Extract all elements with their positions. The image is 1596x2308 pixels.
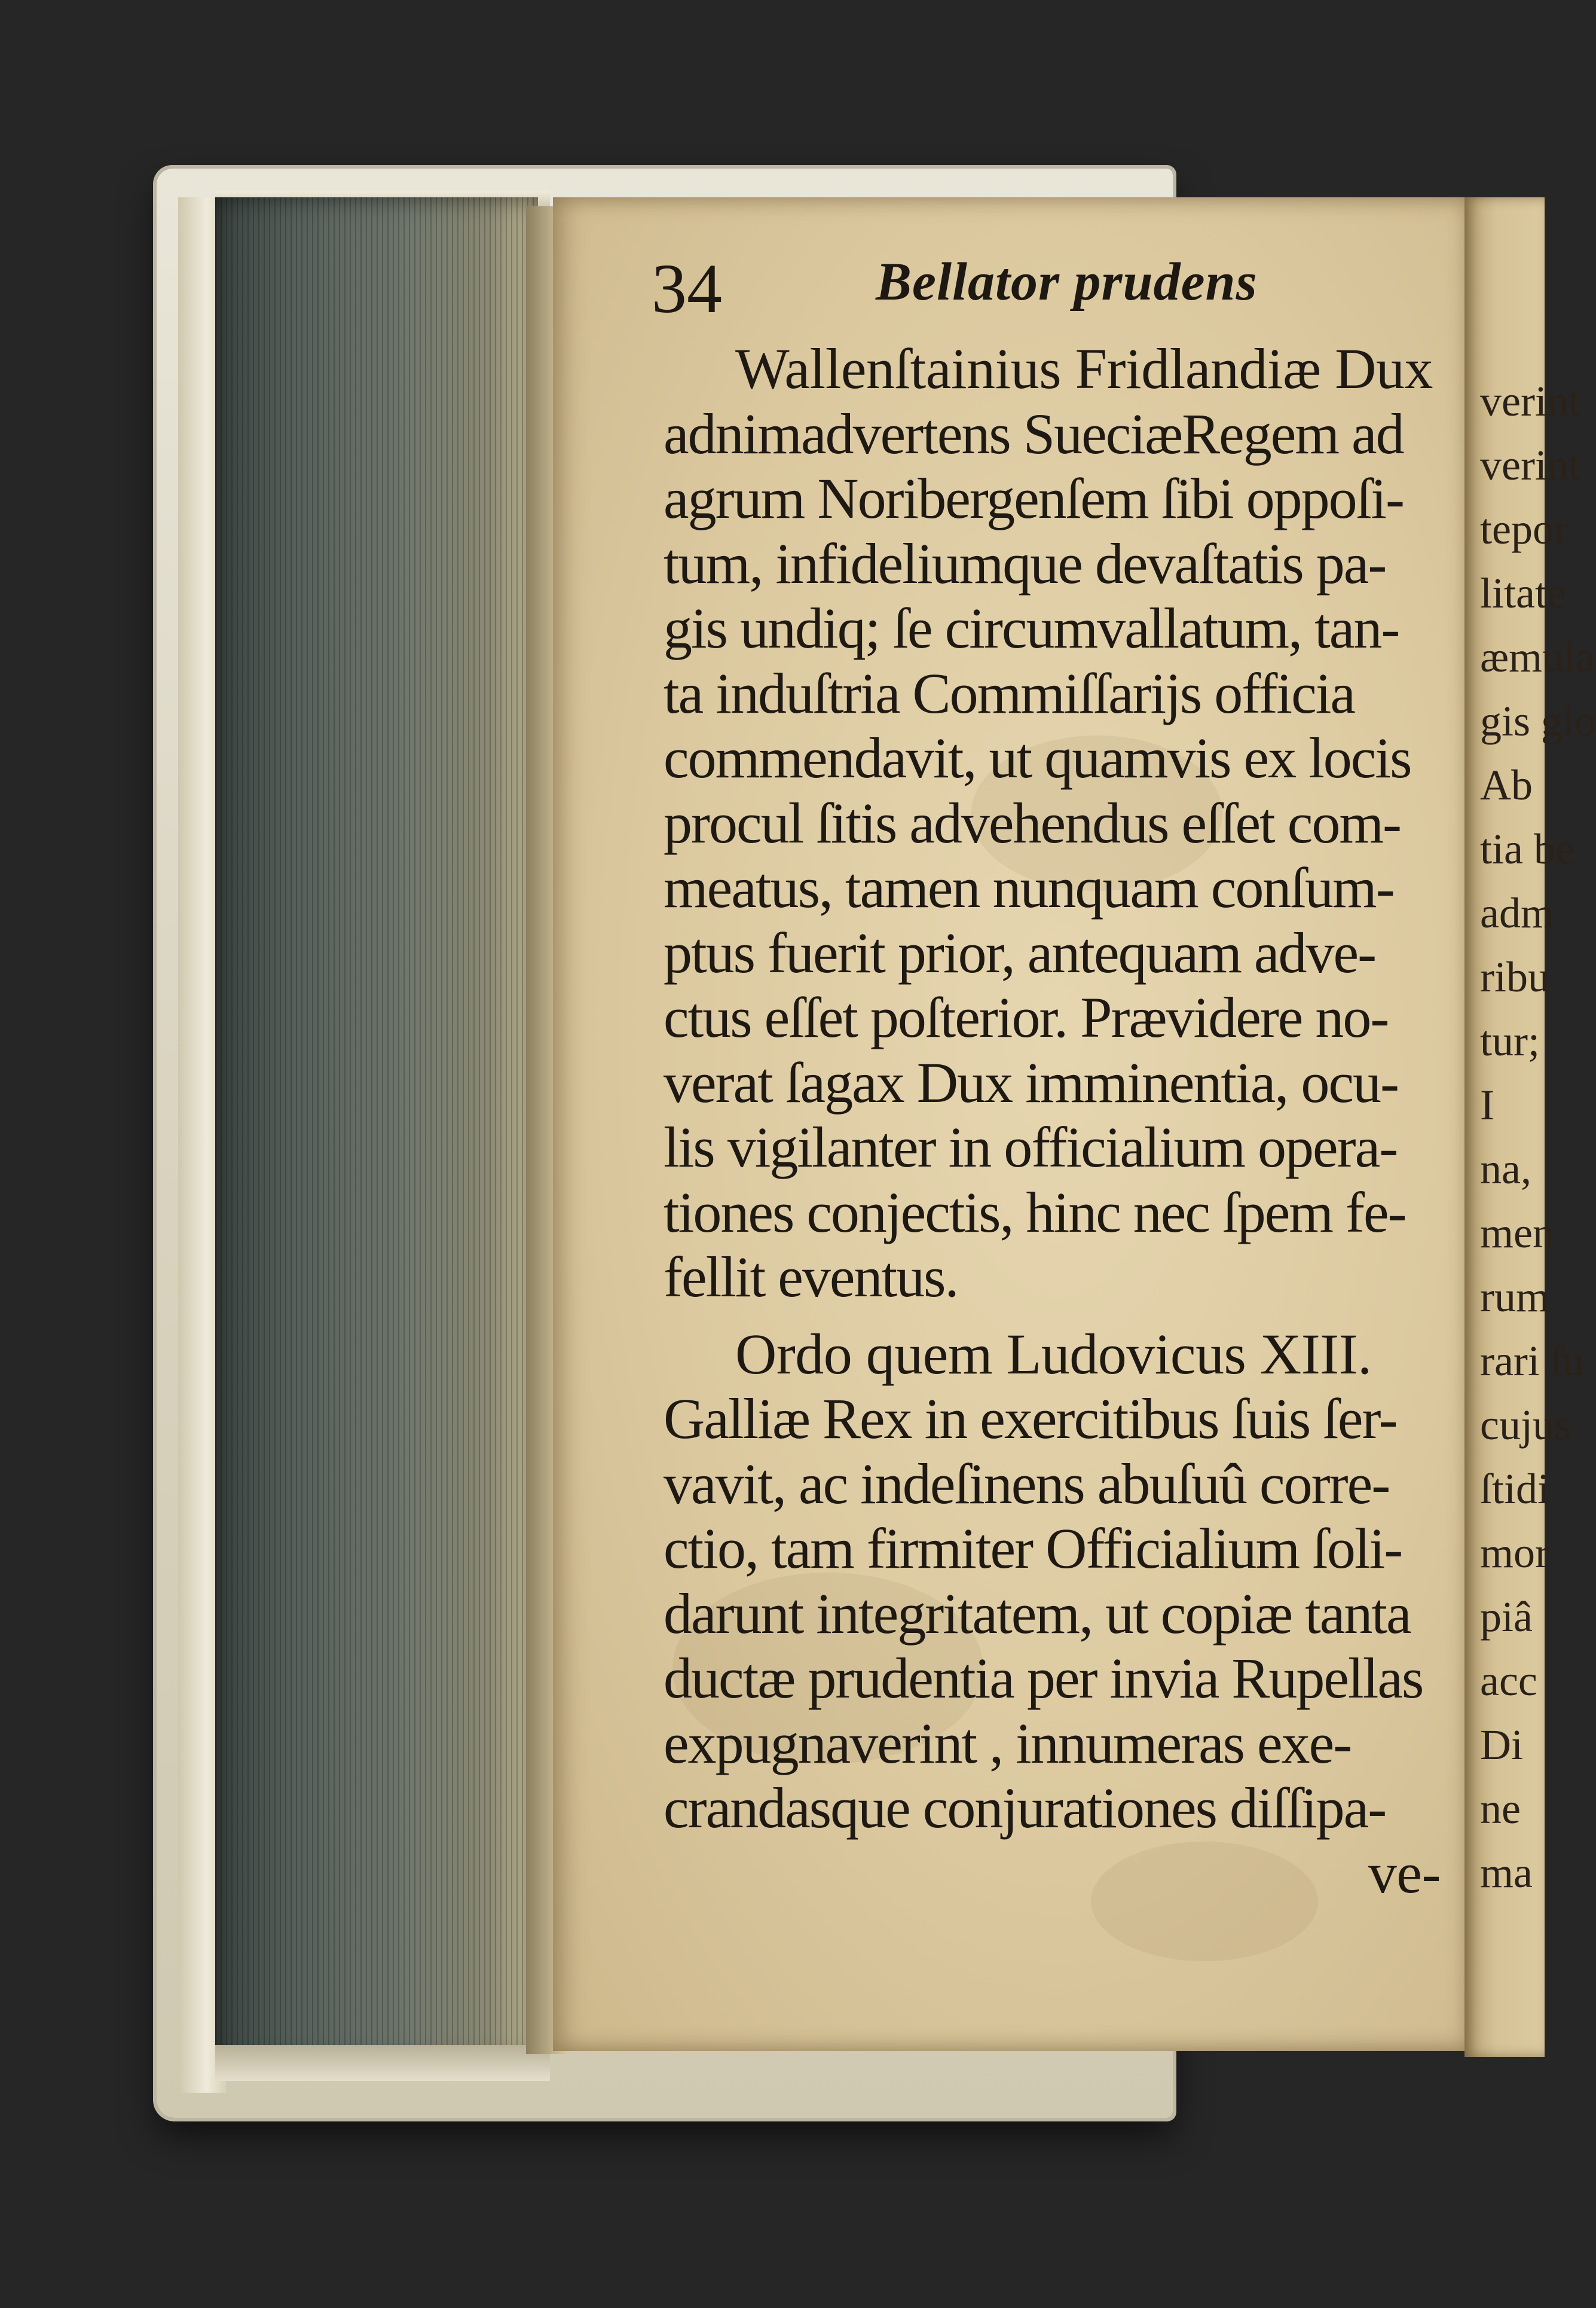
facing-page-fragment: rari ſu: [1480, 1337, 1584, 1385]
text-line: Wallenſtainius Fridlandiæ Dux: [735, 337, 1433, 401]
text-line: crandasque conjurationes diſſipa-: [664, 1776, 1386, 1840]
text-line: commendavit, ut quamvis ex locis: [664, 726, 1411, 790]
text-line: fellit eventus.: [664, 1245, 958, 1309]
text-line: ta induſtria Commiſſarijs officia: [664, 661, 1355, 725]
facing-page-fragment: tia be: [1480, 825, 1574, 873]
catchword: ve-: [1368, 1840, 1441, 1905]
facing-page-fragment: verint: [1480, 441, 1580, 489]
facing-page-fragment: ne: [1480, 1785, 1521, 1833]
text-line: Galliæ Rex in exercitibus ſuis ſer-: [664, 1387, 1397, 1451]
facing-page-fragment: ma: [1480, 1849, 1533, 1897]
facing-page-fragment: adm: [1480, 889, 1554, 937]
facing-page-fragment: Di: [1480, 1721, 1523, 1769]
facing-page-fragment: mor: [1480, 1529, 1549, 1577]
facing-page-fragment: ſtidi: [1480, 1465, 1550, 1513]
text-line: verat ſagax Dux imminentia, ocu-: [664, 1050, 1398, 1115]
facing-page-fragment: cujus: [1480, 1401, 1571, 1449]
facing-page-edge: [1464, 197, 1596, 2057]
text-line: ctus eſſet poſterior. Prævidere no-: [664, 985, 1389, 1049]
facing-page-fragment: acc: [1480, 1657, 1537, 1705]
facing-page-fragment: æmula: [1480, 633, 1595, 681]
text-line: lis vigilanter in officialium opera-: [664, 1115, 1398, 1179]
text-line: darunt integritatem, ut copiæ tanta: [664, 1581, 1411, 1645]
facing-page-fragment: litate: [1480, 569, 1566, 617]
text-line: tum, infideliumque devaſtatis pa-: [664, 531, 1386, 596]
facing-page-fragment: I: [1480, 1081, 1494, 1129]
facing-page-fragment: tur;: [1480, 1017, 1540, 1065]
text-line: ctio, tam firmiter Officialium ſoli-: [664, 1516, 1402, 1580]
running-title: Bellator prudens: [876, 252, 1258, 312]
text-line: adnimadvertens SueciæRegem ad: [664, 401, 1404, 466]
text-line: tiones conjectis, hinc nec ſpem fe-: [664, 1180, 1406, 1244]
facing-page-fragment: men: [1480, 1209, 1554, 1257]
text-line: Ordo quem Ludovicus XIII.: [735, 1321, 1372, 1386]
text-line: gis undiq; ſe circumvallatum, tan-: [664, 596, 1399, 660]
page-number: 34: [652, 249, 722, 328]
page-block-bottom-edge: [215, 2045, 550, 2081]
body-text: [664, 337, 1453, 1906]
text-line: meatus, tamen nunquam conſum-: [664, 856, 1394, 920]
paragraph-spacer: [664, 1310, 1453, 1322]
facing-page-fragment: rum: [1480, 1273, 1549, 1321]
facing-page-fragment: tepor: [1480, 505, 1569, 553]
text-line: ductæ prudentia per invia Rupellas: [664, 1646, 1423, 1710]
facing-page-fragment: Ab: [1480, 761, 1533, 809]
facing-page-fragment: gis glo: [1480, 697, 1596, 745]
facing-page-fragment: na,: [1480, 1145, 1531, 1193]
text-line: procul ſitis advehendus eſſet com-: [664, 790, 1401, 855]
page-block-edges: [215, 197, 538, 2063]
facing-page-fragment: verint: [1480, 377, 1580, 425]
facing-page-fragment: ribu: [1480, 953, 1549, 1001]
text-line: ptus fuerit prior, antequam adve-: [664, 920, 1376, 985]
text-line: agrum Noribergenſem ſibi oppoſi-: [664, 466, 1404, 530]
text-line: expugnaverint , innumeras exe-: [664, 1711, 1352, 1775]
facing-page-fragment: piâ: [1480, 1593, 1533, 1641]
text-line: vavit, ac indeſinens abuſuû corre-: [664, 1451, 1390, 1516]
